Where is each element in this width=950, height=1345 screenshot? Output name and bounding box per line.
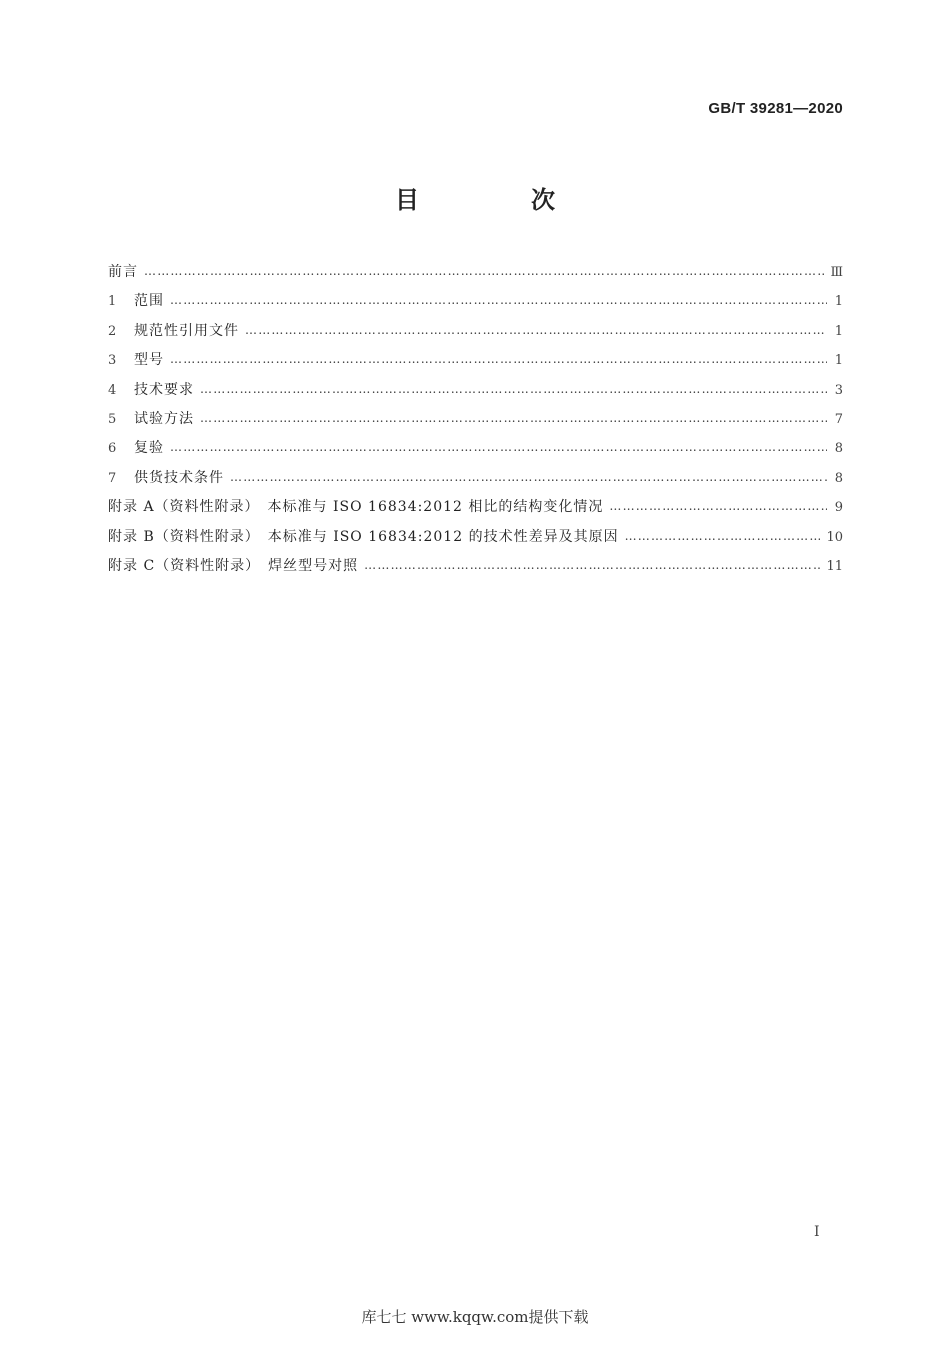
toc-entry-7[interactable]: [108, 464, 843, 493]
toc-entry-6[interactable]: [108, 434, 843, 463]
toc-entry-2[interactable]: [108, 317, 843, 346]
page-number: I: [814, 1224, 820, 1240]
toc-entry-page: Ⅲ: [830, 265, 843, 280]
toc-leader: [170, 286, 827, 315]
toc-entry-label: 范围: [134, 293, 164, 310]
toc-entry-number: 1: [108, 294, 117, 310]
toc-leader: [625, 522, 821, 551]
toc-leader: [364, 551, 820, 580]
toc-entry-appendix-b[interactable]: [108, 523, 843, 552]
toc-entry-label: 复验: [134, 440, 164, 457]
toc-entry-page: 8: [834, 441, 843, 457]
toc-entry-number: 5: [108, 411, 117, 427]
toc-entry-label: 附录 B（资料性附录） 本标准与 ISO 16834:2012 的技术性差异及其原因: [108, 528, 619, 545]
toc-leader: [245, 316, 827, 345]
standard-number: GB/T 39281—2020: [708, 100, 843, 117]
toc-entry-page: 1: [834, 294, 843, 310]
toc-entry-label: 规范性引用文件: [134, 322, 239, 339]
toc-entry-label: 前言: [108, 264, 138, 280]
toc-entry-label: 附录 A（资料性附录） 本标准与 ISO 16834:2012 相比的结构变化情况: [108, 499, 604, 516]
footer-watermark-text: 库七七 www.kqqw.com提供下载: [361, 1308, 589, 1326]
toc-entry-appendix-a[interactable]: [108, 493, 843, 522]
toc-entry-number: 6: [108, 441, 117, 457]
toc-entry-label: 型号: [134, 352, 164, 369]
toc-entry-number: 7: [108, 470, 117, 486]
toc-entry-5[interactable]: [108, 405, 843, 434]
table-of-contents: [108, 258, 843, 581]
toc-entry-number: 3: [108, 353, 117, 369]
toc-leader: [170, 345, 827, 374]
toc-leader: [200, 404, 827, 433]
document-title: 目 次: [395, 186, 599, 214]
toc-leader: [230, 463, 827, 492]
toc-entry-label: 附录 C（资料性附录） 焊丝型号对照: [108, 557, 359, 574]
toc-entry-page: 9: [834, 500, 843, 516]
toc-leader: [609, 492, 827, 521]
toc-leader: [144, 257, 824, 286]
toc-entry-page: 1: [834, 353, 843, 369]
toc-entry-page: 11: [826, 558, 843, 574]
toc-entry-label: 供货技术条件: [134, 469, 224, 486]
toc-leader: [200, 375, 827, 404]
toc-entry-label: 试验方法: [134, 410, 194, 427]
toc-entry-page: 7: [834, 411, 843, 427]
toc-entry-page: 3: [834, 382, 843, 398]
toc-entry-page: 10: [826, 529, 843, 545]
toc-entry-3[interactable]: [108, 346, 843, 375]
toc-leader: [170, 433, 827, 462]
toc-entry-page: 1: [834, 323, 843, 339]
toc-entry-label: 技术要求: [134, 381, 194, 398]
toc-entry-number: 2: [108, 323, 117, 339]
toc-entry-foreword[interactable]: [108, 258, 843, 287]
toc-entry-appendix-c[interactable]: [108, 552, 843, 581]
toc-entry-page: 8: [834, 470, 843, 486]
toc-entry-1[interactable]: [108, 287, 843, 316]
toc-entry-number: 4: [108, 382, 117, 398]
toc-entry-4[interactable]: [108, 376, 843, 405]
